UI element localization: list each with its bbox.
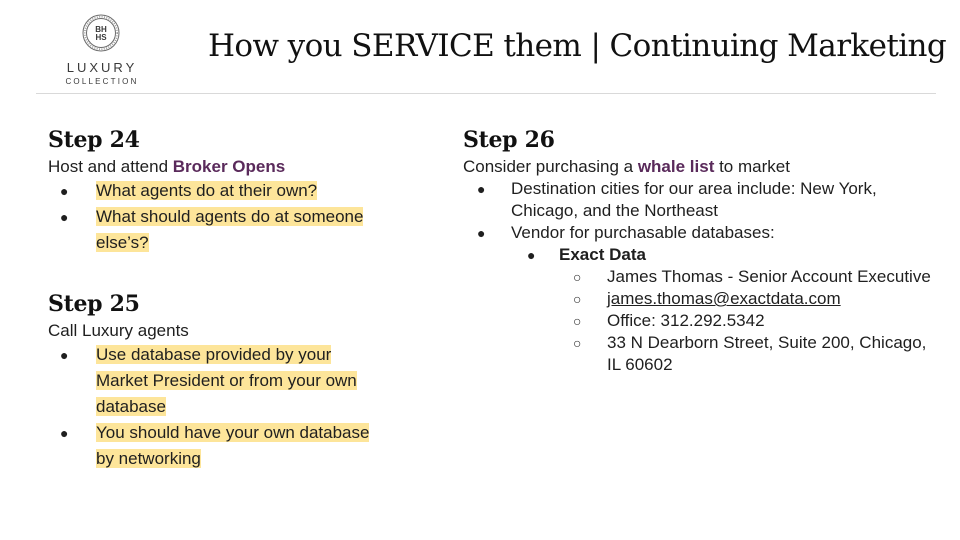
circle-bullet-icon: ○: [573, 269, 582, 285]
circle-bullet-icon: ○: [573, 291, 582, 307]
list-item: [463, 244, 933, 266]
list-item: ● You should have your own database by networking: [48, 420, 448, 472]
step-26-heading: Step 26: [463, 127, 555, 153]
left-column: [48, 124, 448, 472]
vendor-name: Exact Data: [559, 245, 646, 264]
step-25-heading: Step 25: [48, 291, 140, 317]
bullet-icon: ●: [60, 425, 69, 441]
step-25-bullets: [48, 342, 448, 472]
contact-name: James Thomas - Senior Account Executive: [607, 267, 931, 286]
svg-text:BH: BH: [95, 25, 107, 34]
logo-collection-text: COLLECTION: [65, 77, 139, 86]
whale-list-highlight: whale list: [637, 157, 715, 176]
logo-luxury-text: LUXURY: [66, 60, 138, 75]
contact-phone: Office: 312.292.5342: [607, 311, 765, 330]
list-item: [463, 288, 933, 310]
bullet-icon: ●: [477, 181, 486, 197]
contact-address: 33 N Dearborn Street, Suite 200, Chicago, IL 60602: [607, 333, 927, 374]
list-item: ● Destination cities for our area include: New York, Chicago, and the Northeast: [477, 179, 877, 220]
bullet-icon: ●: [477, 225, 486, 241]
circle-bullet-icon: ○: [573, 335, 582, 351]
vendor-contact-list: [463, 266, 933, 376]
list-item: ● Use database provided by your Market President or from your own database: [48, 342, 448, 420]
step-24-heading: Step 24: [48, 127, 140, 153]
list-item: ● Vendor for purchasable databases:: [477, 223, 775, 242]
list-item: [463, 266, 933, 288]
bullet-icon: ●: [60, 209, 69, 225]
broker-opens-highlight: Broker Opens: [172, 157, 286, 176]
bhhs-seal-icon: [82, 14, 120, 52]
bullet-icon: ●: [527, 247, 536, 263]
step-24-section: [48, 124, 448, 256]
list-item: [463, 332, 933, 376]
list-item: ● What agents do at their own?: [48, 178, 448, 204]
list-item: ● What should agents do at someone else’s?: [48, 204, 448, 256]
step-25-intro: Call Luxury agents: [48, 321, 189, 340]
bhhs-luxury-collection-logo: [48, 14, 156, 86]
circle-bullet-icon: ○: [573, 313, 582, 329]
slide-title: How you SERVICE them | Continuing Marketing: [208, 28, 947, 64]
bullet-icon: ●: [60, 183, 69, 199]
step-26-bullets: [463, 178, 933, 244]
title-divider: [36, 93, 936, 94]
contact-email-link[interactable]: james.thomas@exactdata.com: [607, 289, 841, 308]
vendor-list: [463, 244, 933, 266]
right-column: [463, 124, 933, 376]
step-25-section: [48, 288, 448, 472]
svg-text:HS: HS: [95, 33, 107, 42]
step-24-bullets: [48, 178, 448, 256]
bullet-icon: ●: [60, 347, 69, 363]
step-24-intro: Host and attend Broker Opens: [48, 157, 286, 176]
list-item: [463, 310, 933, 332]
step-26-intro: Consider purchasing a whale list to market: [463, 157, 790, 176]
